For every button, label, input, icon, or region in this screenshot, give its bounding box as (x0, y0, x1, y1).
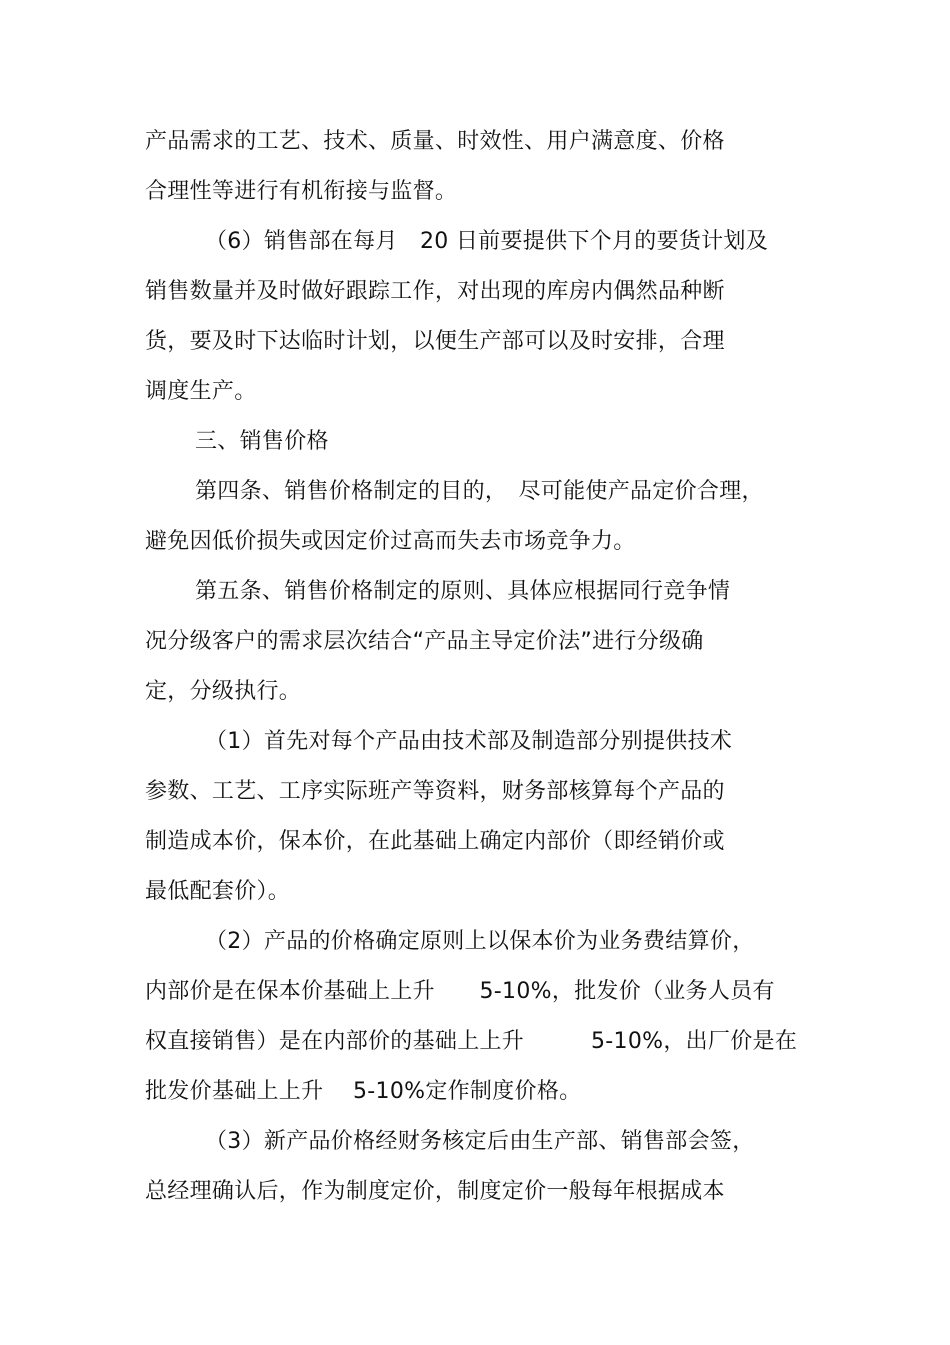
text-line: 最低配套价）。 (145, 879, 291, 904)
text-line: （1）首先对每个产品由技术部及制造部分别提供技术 (205, 729, 733, 754)
text-line: 内部价是在保本价基础上上升 5-10%，批发价（业务人员有 (145, 979, 775, 1004)
text-line: 避免因低价损失或因定价过高而失去市场竞争力。 (145, 529, 636, 554)
text-line: 货，要及时下达临时计划，以便生产部可以及时安排，合理 (145, 329, 725, 354)
text-line: （6）销售部在每月 20 日前要提供下个月的要货计划及 (205, 229, 769, 254)
text-line: （3）新产品价格经财务核定后由生产部、销售部会签， (205, 1129, 755, 1154)
text-line: 权直接销售）是在内部价的基础上上升 5-10%，出厂价是在 (145, 1029, 798, 1054)
text-line: 总经理确认后，作为制度定价，制度定价一般每年根据成本 (145, 1179, 725, 1204)
text-line: 定，分级执行。 (145, 679, 302, 704)
text-line: 销售数量并及时做好跟踪工作，对出现的库房内偶然品种断 (145, 279, 725, 304)
text-line: 调度生产。 (145, 379, 257, 404)
text-line: 第四条、销售价格制定的目的， 尽可能使产品定价合理， (195, 479, 764, 504)
text-line: 况分级客户的需求层次结合“产品主导定价法”进行分级确 (145, 629, 704, 654)
text-line: 合理性等进行有机衔接与监督。 (145, 179, 458, 204)
text-line: （2）产品的价格确定原则上以保本价为业务费结算价， (205, 929, 755, 954)
text-line: 产品需求的工艺、技术、质量、时效性、用户满意度、价格 (145, 129, 725, 154)
text-line: 批发价基础上上升 5-10%定作制度价格。 (145, 1079, 582, 1104)
text-line: 第五条、销售价格制定的原则、具体应根据同行竞争情 (195, 579, 731, 604)
text-line: 参数、工艺、工序实际班产等资料，财务部核算每个产品的 (145, 779, 725, 804)
section-heading: 三、销售价格 (195, 429, 329, 454)
text-line: 制造成本价，保本价，在此基础上确定内部价（即经销价或 (145, 829, 725, 854)
